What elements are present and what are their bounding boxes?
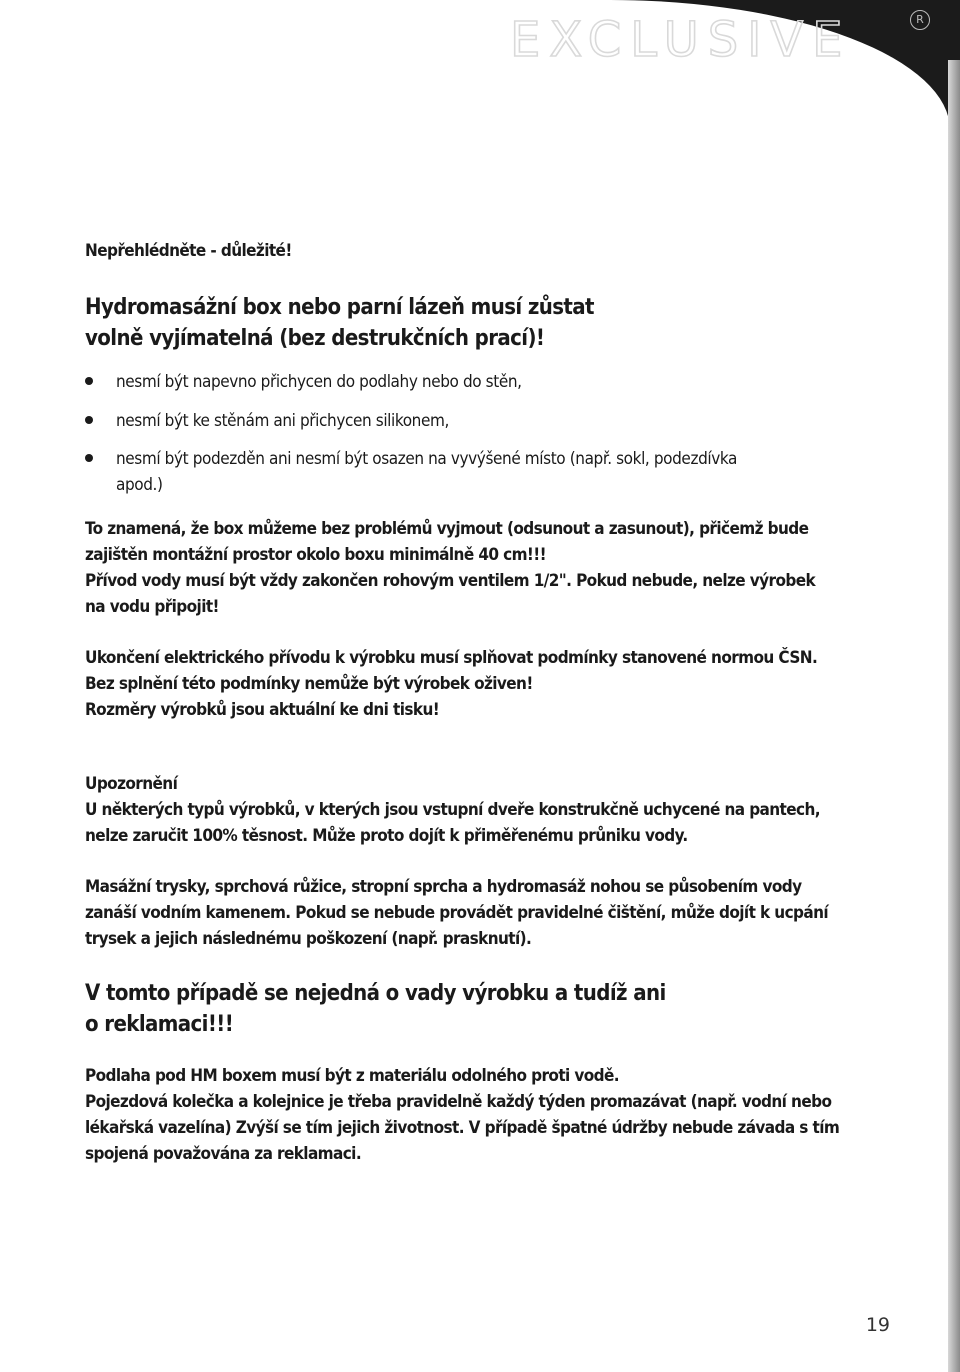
paragraph-line: Bez splnění této podmínky nemůže být výrobek oživen! xyxy=(85,674,533,694)
paragraph-line: Přívod vody musí být vždy zakončen rohovým ventilem 1/2". Pokud nebude, nelze výrobek xyxy=(85,571,816,591)
page-number: 19 xyxy=(865,1314,890,1336)
paragraph-line: trysek a jejich následnému poškození (např. prasknutí). xyxy=(85,929,532,949)
registered-mark-icon: R xyxy=(910,10,930,30)
paragraph-line: zanáší vodním kamenem. Pokud se nebude provádět pravidelné čištění, může dojít k ucpání xyxy=(85,903,829,923)
paragraph-line: Rozměry výrobků jsou aktuální ke dni tisku! xyxy=(85,700,440,720)
bullet-text: nesmí být ke stěnám ani přichycen silikonem, xyxy=(116,411,449,431)
bullet-icon xyxy=(85,416,93,424)
bullet-icon xyxy=(85,377,93,385)
subheading-line-2: volně vyjímatelná (bez destrukčních prací)! xyxy=(85,326,545,351)
bullet-text: nesmí být napevno přichycen do podlahy nebo do stěn, xyxy=(116,372,522,392)
paragraph-line: na vodu připojit! xyxy=(85,597,219,617)
paragraph-line: To znamená, že box můžeme bez problémů vyjmout (odsunout a zasunout), přičemž bude xyxy=(85,519,809,539)
paragraph-line: Ukončení elektrického přívodu k výrobku musí splňovat podmínky stanovené normou ČSN. xyxy=(85,648,818,668)
paragraph-line: U některých typů výrobků, v kterých jsou vstupní dveře konstrukčně uchycené na pantech, xyxy=(85,800,821,820)
bullet-text: nesmí být podezděn ani nesmí být osazen na vyvýšené místo (např. sokl, podezdívka xyxy=(116,449,738,469)
paragraph-line: spojená považována za reklamaci. xyxy=(85,1144,362,1164)
paragraph-line: Podlaha pod HM boxem musí být z materiálu odolného proti vodě. xyxy=(85,1066,620,1086)
warning-title: Upozornění xyxy=(85,774,178,794)
paragraph-line: zajištěn montážní prostor okolo boxu minimálně 40 cm!!! xyxy=(85,545,547,565)
notice-heading: Nepřehlédněte - důležité! xyxy=(85,241,292,261)
bullet-icon xyxy=(85,454,93,462)
claim-heading-line-1: V tomto případě se nejedná o vady výrobku a tudíž ani xyxy=(85,981,666,1006)
paragraph-line: Masážní trysky, sprchová růžice, stropní sprcha a hydromasáž nohou se působením vody xyxy=(85,877,802,897)
bullet-item xyxy=(85,369,845,395)
bullet-text-continued: apod.) xyxy=(116,475,163,495)
paragraph-line: lékařská vazelína) Zvýší se tím jejich životnost. V případě špatné údržby nebude závada s tím xyxy=(85,1118,840,1138)
claim-heading-line-2: o reklamaci!!! xyxy=(85,1012,234,1037)
brand-logo xyxy=(510,10,930,70)
bullet-item xyxy=(85,446,845,498)
page-edge-gradient xyxy=(948,60,960,1372)
paragraph-line: nelze zaručit 100% těsnost. Může proto dojít k přiměřenému průniku vody. xyxy=(85,826,688,846)
subheading-line-1: Hydromasážní box nebo parní lázeň musí zůstat xyxy=(85,295,594,320)
bullet-item xyxy=(85,408,845,434)
paragraph-line: Pojezdová kolečka a kolejnice je třeba pravidelně každý týden promazávat (např. vodní nebo xyxy=(85,1092,832,1112)
brand-logo-text: EXCLUSIVE xyxy=(510,12,852,68)
